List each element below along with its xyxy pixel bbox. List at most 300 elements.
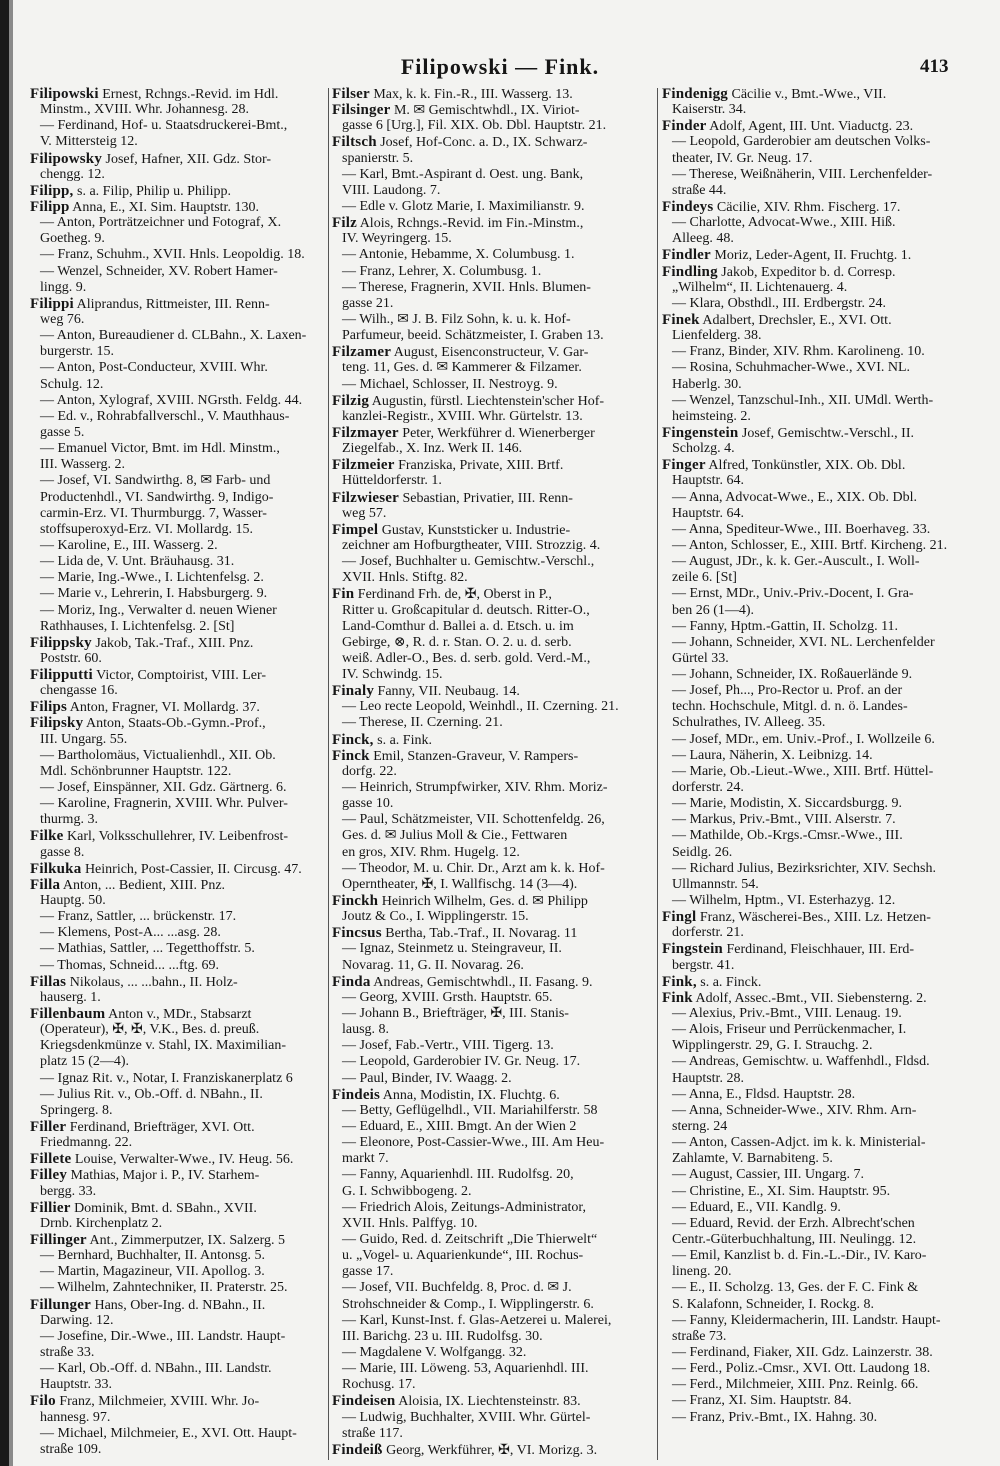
entry-text: August, Eisenconstructeur, V. Gar- — [391, 345, 589, 361]
entry-heading-line — [332, 344, 652, 360]
entry-line: bergstr. 41. — [672, 957, 735, 973]
entry-line: Darwing. 12. — [40, 1312, 114, 1328]
entry-line: kanzlei-Registr., XVIII. Whr. Gürtelstr. 13. — [342, 408, 583, 424]
column-divider — [657, 88, 658, 1460]
entry-line: Productenhdl., VI. Sandwirthg. 9, Indigo- — [40, 489, 274, 505]
entry-line: — Marie, Modistin, X. Siccardsburgg. 9. — [672, 796, 902, 812]
surname: Findling — [662, 263, 718, 280]
entry-line: lingg. 9. — [40, 279, 87, 295]
entry-text: Anton v., MDr., Stabsarzt — [105, 1007, 252, 1023]
entry-text: Ferdinand, Briefträger, XVI. Ott. — [66, 1120, 255, 1135]
entry-line: Seidlg. 26. — [672, 844, 733, 860]
surname: Filke — [30, 828, 64, 845]
entry-line: — Antonie, Hebamme, X. Columbusg. 1. — [342, 247, 575, 263]
entry-heading-line — [30, 183, 326, 199]
entry-text: Mathias, Major i. P., IV. Starhem- — [67, 1168, 260, 1184]
entry-line: straße 117. — [342, 1425, 403, 1441]
entry-heading-line — [30, 828, 326, 844]
entry-line: — Leo recte Leopold, Weinhdl., II. Czerning. 21. — [342, 699, 619, 715]
entry-line: — Karl, Bmt.-Aspirant d. Oest. ung. Bank, — [342, 166, 584, 182]
entry-text: Dominik, Bmt. d. SBahn., XVII. — [70, 1200, 257, 1216]
entry-line: — Josef, Fab.-Vertr., VIII. Tigerg. 13. — [342, 1038, 554, 1054]
entry-heading-line — [332, 457, 652, 473]
entry-line: — Bernhard, Buchhalter, II. Antonsg. 5. — [40, 1248, 265, 1264]
entry-heading-line — [662, 941, 965, 957]
entry-heading-line — [662, 199, 965, 215]
entry-text: Anton, Staats-Ob.-Gymn.-Prof., — [83, 716, 266, 732]
entry-line: theater, IV. Gr. Neug. 17. — [672, 150, 813, 166]
entry-line: S. Kalafonn, Schneider, I. Rockg. 8. — [672, 1296, 875, 1312]
entry-line: — Ferd., Milchmeier, XIII. Pnz. Reinlg. 66. — [672, 1377, 919, 1393]
entry-text: Jakob, Expeditor b. d. Corresp. — [717, 264, 896, 280]
entry-line: — Wenzel, Tanzschul-Inh., XII. UMdl. Werth- — [672, 392, 934, 408]
entry-heading-line — [662, 974, 965, 990]
surname: Filzwieser — [332, 489, 399, 506]
entry-heading-line — [30, 861, 326, 877]
entry-line: G. I. Schwibbogeng. 2. — [342, 1183, 472, 1199]
entry-heading-line — [662, 86, 965, 102]
entry-heading-line — [332, 1087, 652, 1103]
surname: Filkuka — [30, 860, 82, 877]
entry-heading-line — [30, 699, 326, 715]
entry-line: — Mathias, Sattler, ... Tegetthoffstr. 5. — [40, 941, 255, 957]
entry-line: straße 73. — [672, 1328, 727, 1344]
entry-line: Hauptg. 50. — [40, 893, 106, 909]
entry-line: Strohschneider & Comp., I. Wipplingerstr. 6. — [342, 1296, 594, 1312]
entry-line: — Ferdinand, Fiaker, XII. Gdz. Lainzerstr. 38. — [672, 1344, 933, 1360]
entry-line: V. Mittersteig 12. — [40, 134, 138, 150]
entry-text: Georg, Werkführer, ✠, VI. Morizg. 3. — [382, 1442, 598, 1458]
entry-line: — Anton, Bureaudiener d. CLBahn., X. Laxen- — [40, 328, 307, 344]
entry-line: platz 15 (2—4). — [40, 1054, 130, 1070]
entry-heading-line — [662, 118, 965, 134]
entry-line: — Paul, Schätzmeister, VII. Schottenfeldg. 26, — [342, 812, 605, 828]
entry-line: Gürtel 33. — [672, 650, 729, 666]
entry-line: Land-Comthur d. Ballei a. d. Etsch. u. im — [342, 618, 574, 634]
entry-line: Lienfelderg. 38. — [672, 328, 762, 344]
entry-text: s. a. Filip, Philip u. Philipp. — [73, 183, 232, 199]
entry-line: — Josefine, Dir.-Wwe., III. Landstr. Haupt- — [40, 1328, 286, 1344]
entry-line: Operntheater, ✠, I. Wallfischg. 14 (3—4). — [342, 876, 578, 892]
entry-line: — Martin, Magazineur, VII. Apollog. 3. — [40, 1264, 265, 1280]
entry-line: — Anna, Schneider-Wwe., XIV. Rhm. Arn- — [672, 1102, 917, 1118]
surname: Filipp — [30, 198, 70, 215]
entry-line: — Anton, Cassen-Adjct. im k. k. Ministerial- — [672, 1135, 926, 1151]
surname: Fillas — [30, 973, 67, 990]
entry-line: thurmg. 3. — [40, 812, 98, 828]
entry-line: hauserg. 1. — [40, 989, 101, 1005]
entry-line: lausg. 8. — [342, 1022, 390, 1038]
entry-line: hannesg. 97. — [40, 1409, 111, 1425]
entry-text: Adalbert, Drechsler, E., XVI. Ott. — [699, 312, 892, 328]
entry-line: — Karoline, Fragnerin, XVIII. Whr. Pulver- — [40, 796, 288, 812]
entry-line: — Franz, Sattler, ... brückenstr. 17. — [40, 909, 237, 925]
entry-line: gasse 21. — [342, 295, 394, 311]
surname: Fingenstein — [662, 424, 739, 441]
entry-line: — Ignaz Rit. v., Notar, I. Franziskanerplatz 6 — [40, 1070, 293, 1086]
entry-heading-line — [332, 490, 652, 506]
surname: Finder — [662, 118, 707, 135]
entry-line: — Marie v., Lehrerin, I. Habsburgerg. 9. — [40, 586, 268, 602]
entry-text: Jakob, Tak.-Traf., XIII. Pnz. — [91, 635, 254, 651]
entry-line: — Franz, XI. Sim. Hauptstr. 84. — [672, 1393, 852, 1409]
entry-heading-line — [332, 1442, 652, 1458]
entry-heading-line — [662, 990, 965, 1006]
entry-heading-line — [662, 909, 965, 925]
entry-line: — Johann B., Briefträger, ✠, III. Stanis- — [342, 1006, 569, 1022]
entry-text: Moriz, Leder-Agent, II. Fruchtg. 1. — [710, 248, 912, 264]
surname: Filo — [30, 1393, 56, 1410]
surname: Filser — [332, 86, 370, 102]
entry-line: Springerg. 8. — [40, 1102, 113, 1118]
entry-text: Franz, Milchmeier, XVIII. Whr. Jo- — [55, 1394, 260, 1410]
entry-line: „Wilhelm“, II. Lichtenauerg. 4. — [672, 279, 848, 295]
entry-line: III. Wasserg. 2. — [40, 457, 126, 473]
entry-line: — Fanny, Aquarienhdl. III. Rudolfsg. 20, — [342, 1167, 574, 1183]
scan-edge-shadow — [9, 0, 13, 1466]
entry-line: IV. Schwindg. 15. — [342, 667, 443, 683]
entry-line: — Franz, Lehrer, X. Columbusg. 1. — [342, 263, 542, 279]
entry-text: Ferdinand, Fleischhauer, III. Erd- — [722, 942, 915, 958]
entry-line: — Josef, MDr., em. Univ.-Prof., I. Wollzeile 6. — [672, 731, 935, 747]
entry-line: — Therese, Fragnerin, XVII. Hnls. Blumen- — [342, 279, 591, 295]
entry-line: chengg. 12. — [40, 166, 105, 182]
entry-line: — Alois, Friseur und Perrückenmacher, I. — [672, 1022, 907, 1038]
entry-text: Hans, Ober-Ing. d. NBahn., II. — [90, 1297, 266, 1313]
entry-text: Heinrich Wilhelm, Ges. d. ✉ Philipp — [378, 894, 588, 910]
entry-text: Nikolaus, ... ...bahn., II. Holz- — [66, 974, 238, 990]
entry-line: — Anna, Spediteur-Wwe., III. Boerhaveg. 33. — [672, 521, 931, 537]
entry-line: straße 33. — [40, 1344, 95, 1360]
entry-text: Karl, Volksschullehrer, IV. Leibenfrost- — [63, 829, 289, 845]
entry-line: XVII. Hnls. Stiftg. 82. — [342, 570, 468, 586]
entry-line: — Marie, III. Löweng. 53, Aquarienhdl. III. — [342, 1361, 589, 1377]
entry-text: Josef, Hafner, XII. Gdz. Stor- — [102, 151, 272, 167]
entry-line: — Bartholomäus, Victualienhdl., XII. Ob. — [40, 747, 276, 763]
entry-line: — Magdalene V. Wolfgangg. 32. — [342, 1344, 527, 1360]
entry-line: lineng. 20. — [672, 1264, 732, 1280]
entry-heading-line — [30, 974, 326, 990]
entry-line: (Operateur), ✠, ✠, V.K., Bes. d. preuß. — [40, 1022, 260, 1038]
entry-line: straße 109. — [40, 1441, 102, 1457]
entry-heading-line — [662, 457, 965, 473]
directory-column-1 — [30, 86, 326, 1458]
entry-line: gasse 6 [Urg.], Fil. XIX. Ob. Dbl. Hauptstr. 21. — [342, 118, 607, 134]
entry-line: gasse 10. — [342, 796, 394, 812]
entry-text: Franz, Wäscherei-Bes., XIII. Lz. Hetzen- — [696, 910, 931, 926]
column-divider — [328, 88, 329, 1460]
surname: Filips — [30, 699, 68, 716]
surname: Fingl — [662, 909, 697, 926]
entry-line: — Wilhelm, Zahntechniker, II. Praterstr. 25. — [40, 1280, 288, 1296]
entry-line: — Michael, Milchmeier, E., XVI. Ott. Haupt- — [40, 1425, 297, 1441]
surname: Finaly — [332, 683, 375, 700]
surname: Fillenbaum — [30, 1006, 106, 1023]
entry-line: — Friedrich Alois, Zeitungs-Administrator, — [342, 1199, 587, 1215]
entry-line: — Johann, Schneider, IX. Roßauerlände 9. — [672, 667, 913, 683]
entry-heading-line — [30, 1151, 326, 1167]
entry-line: Kriegsdenkmünze v. Stahl, IX. Maximilian- — [40, 1038, 286, 1054]
surname: Filz — [332, 215, 357, 232]
entry-line: — Anton, Porträtzeichner und Fotograf, X. — [40, 215, 282, 231]
entry-text: Adolf, Agent, III. Unt. Viaductg. 23. — [706, 119, 914, 135]
entry-text: M. ✉ Gemischtwhdl., IX. Viriot- — [390, 103, 580, 119]
entry-line: — Theodor, M. u. Chir. Dr., Arzt am k. k. Hof- — [342, 860, 605, 876]
entry-line: Ullmannstr. 54. — [672, 876, 759, 892]
entry-line: — Moriz, Ing., Verwalter d. neuen Wiener — [40, 602, 277, 618]
entry-line: — Edle v. Glotz Marie, I. Maximilianstr. 9. — [342, 198, 585, 214]
surname: Finda — [332, 973, 371, 990]
entry-line: ben 26 (1—4). — [672, 602, 755, 618]
entry-line: — Ludwig, Buchhalter, XVIII. Whr. Gürtel- — [342, 1409, 591, 1425]
entry-text: Max, k. k. Fin.-R., III. Wasserg. 13. — [369, 87, 573, 102]
entry-line: weg 76. — [40, 311, 85, 327]
entry-text: Cäcilie, XIV. Rhm. Fischerg. 17. — [713, 199, 901, 215]
entry-text: Aliprandus, Rittmeister, III. Renn- — [73, 296, 270, 312]
page-title: Filipowski — Fink. — [400, 54, 600, 79]
surname: Fillunger — [30, 1296, 91, 1313]
entry-line: — August, Cassier, III. Ungarg. 7. — [672, 1167, 865, 1183]
surname: Filippsky — [30, 634, 92, 651]
entry-text: Bertha, Tab.-Traf., II. Novarag. 11 — [381, 926, 578, 942]
entry-heading-line — [332, 393, 652, 409]
entry-line: — Laura, Näherin, X. Leibnizg. 14. — [672, 747, 873, 763]
entry-line: carmin-Erz. VI. Thurmburgg. 7, Wasser- — [40, 505, 267, 521]
entry-line: — Anna, E., Fldsd. Hauptstr. 28. — [672, 1086, 856, 1102]
surname: Finckh — [332, 893, 379, 910]
entry-text: Josef, Gemischtw.-Verschl., II. — [738, 425, 914, 441]
surname: Findeiß — [332, 1441, 383, 1458]
entry-line: Joutz & Co., I. Wipplingerstr. 15. — [342, 909, 529, 925]
entry-line: — Franz, Binder, XIV. Rhm. Karolineng. 10. — [672, 344, 925, 360]
entry-line: — Leopold, Garderobier IV. Gr. Neug. 17. — [342, 1054, 581, 1070]
surname: Fin — [332, 586, 355, 603]
entry-heading-line — [662, 264, 965, 280]
entry-text: Heinrich, Post-Cassier, II. Circusg. 47. — [81, 861, 302, 877]
entry-line: — Fanny, Hptm.-Gattin, II. Scholzg. 11. — [672, 618, 899, 634]
entry-line: Wipplingerstr. 29, G. I. Strauchg. 2. — [672, 1038, 873, 1054]
entry-line: — Anton, Schlosser, E., XIII. Brtf. Kircheng. 21. — [672, 537, 948, 553]
entry-line: Hütteldorferstr. 1. — [342, 473, 442, 489]
entry-line: gasse 5. — [40, 424, 85, 440]
entry-line: — Charlotte, Advocat-Wwe., XIII. Hiß. — [672, 215, 896, 231]
entry-text: Louise, Verwalter-Wwe., IV. Heug. 56. — [71, 1152, 294, 1168]
entry-text: Alfred, Tonkünstler, XIX. Ob. Dbl. — [705, 458, 906, 474]
surname: Filzamer — [332, 344, 392, 361]
entry-line: Ges. d. ✉ Julius Moll & Cie., Fettwaren — [342, 828, 568, 844]
surname: Fimpel — [332, 521, 379, 538]
surname: Filzig — [332, 392, 370, 409]
entry-heading-line — [30, 1119, 326, 1135]
entry-line: zeile 6. [St] — [672, 570, 737, 586]
entry-text: s. a. Fink. — [373, 732, 432, 748]
entry-line: spanierstr. 5. — [342, 150, 414, 166]
entry-line: gasse 17. — [342, 1264, 394, 1280]
entry-heading-line — [30, 1167, 326, 1183]
surname: Finck — [332, 747, 370, 764]
entry-text: Ant., Zimmerputzer, IX. Salzerg. 5 — [86, 1232, 286, 1248]
entry-text: Aloisia, IX. Liechtensteinstr. 83. — [395, 1394, 581, 1410]
entry-heading-line — [332, 893, 652, 909]
entry-line: — August, JDr., k. k. Ger.-Auscult., I. Woll- — [672, 554, 920, 570]
entry-line: — Eleonore, Post-Cassier-Wwe., III. Am Heu- — [342, 1135, 605, 1151]
surname: Filtsch — [332, 134, 377, 151]
entry-text: Augustin, fürstl. Liechtenstein'scher Hof- — [369, 393, 605, 409]
surname: Filler — [30, 1119, 67, 1135]
surname: Finck, — [332, 731, 374, 748]
entry-line: markt 7. — [342, 1151, 389, 1167]
entry-line: — Wilhelm, Hptm., VI. Esterhazyg. 12. — [672, 893, 896, 909]
surname: Fillete — [30, 1151, 72, 1168]
entry-line: — Ferd., Poliz.-Cmsr., XVI. Ott. Laudong 18. — [672, 1361, 931, 1377]
entry-heading-line — [332, 1393, 652, 1409]
entry-text: Anton, Fragner, VI. Mollardg. 37. — [67, 700, 260, 716]
entry-text: Ernest, Rchngs.-Revid. im Hdl. — [98, 87, 279, 102]
surname: Findeis — [332, 1086, 381, 1103]
entry-line: Novarag. 11, G. II. Novarag. 26. — [342, 957, 524, 973]
surname: Filipputti — [30, 667, 93, 684]
entry-line: — Eduard, Revid. der Erzh. Albrecht'schen — [672, 1215, 915, 1231]
entry-line: Scholzg. 4. — [672, 441, 735, 457]
entry-heading-line — [332, 748, 652, 764]
entry-line: — Josef, VI. Sandwirthg. 8, ✉ Farb- und — [40, 473, 271, 489]
entry-line: — Karoline, E., III. Wasserg. 2. — [40, 537, 218, 553]
entry-line: Schulrathes, IV. Alleeg. 35. — [672, 715, 826, 731]
entry-line: — Richard Julius, Bezirksrichter, XIV. Sechsh. — [672, 860, 936, 876]
entry-line: — Ed. v., Rohrabfallverschl., V. Mauthhaus- — [40, 408, 290, 424]
entry-line: Hauptstr. 33. — [40, 1377, 112, 1393]
surname: Finek — [662, 311, 700, 328]
scan-edge — [0, 0, 9, 1466]
entry-heading-line — [332, 134, 652, 150]
entry-text: Sebastian, Privatier, III. Renn- — [398, 490, 573, 506]
entry-line: stoffsuperoxyd-Erz. VI. Mollardg. 15. — [40, 521, 253, 537]
entry-line: — Karl, Ob.-Off. d. NBahn., III. Landstr. — [40, 1361, 272, 1377]
directory-column-3 — [662, 86, 965, 1426]
entry-text: Anton, ... Bedient, XIII. Pnz. — [60, 877, 226, 893]
entry-heading-line — [30, 635, 326, 651]
entry-heading-line — [30, 1200, 326, 1216]
entry-line: — Eduard, E., VII. Kandlg. 9. — [672, 1199, 841, 1215]
entry-heading-line — [332, 425, 652, 441]
entry-text: Franziska, Private, XIII. Brtf. — [394, 458, 564, 474]
entry-line: — Josef, Einspänner, XII. Gdz. Gärtnerg. 6. — [40, 780, 287, 796]
entry-line: — Ferdinand, Hof- u. Staatsdruckerei-Bmt., — [40, 118, 288, 134]
surname: Filzmeier — [332, 457, 395, 474]
entry-line: — Marie, Ob.-Lieut.-Wwe., XIII. Brtf. Hüttel- — [672, 763, 934, 779]
entry-line: teng. 11, Ges. d. ✉ Kammerer & Filzamer. — [342, 360, 582, 376]
entry-line: — Franz, Schuhm., XVII. Hnls. Leopoldig. 18. — [40, 247, 305, 263]
directory-column-2 — [332, 86, 652, 1458]
entry-heading-line — [332, 683, 652, 699]
entry-line: Gebirge, ⊗, R. d. r. Stan. O. 2. u. d. serb. — [342, 634, 572, 650]
entry-text: Adolf, Assec.-Bmt., VII. Siebensterng. 2. — [692, 990, 927, 1006]
surname: Filsinger — [332, 102, 391, 119]
entry-text: s. a. Finck. — [696, 974, 762, 990]
entry-line: — E., II. Scholzg. 13, Ges. der F. C. Fink & — [672, 1280, 919, 1296]
entry-line: Rochusg. 17. — [342, 1377, 416, 1393]
entry-line: — Anna, Advocat-Wwe., E., XIX. Ob. Dbl. — [672, 489, 917, 505]
surname: Findler — [662, 247, 711, 264]
surname: Fink — [662, 989, 693, 1006]
surname: Filley — [30, 1167, 68, 1184]
entry-line: — Wilh., ✉ J. B. Filz Sohn, k. u. k. Hof- — [342, 311, 571, 327]
entry-line: Ritter u. Großcapitular d. deutsch. Ritter-O., — [342, 602, 590, 618]
entry-line: — Guido, Red. d. Zeitschrift „Die Thierwelt“ — [342, 1231, 598, 1247]
entry-heading-line — [30, 1393, 326, 1409]
entry-line: — Christine, E., XI. Sim. Hauptstr. 95. — [672, 1183, 891, 1199]
entry-heading-line — [662, 247, 965, 263]
entry-heading-line — [30, 667, 326, 683]
entry-line: Rathhauses, I. Lichtenfelsg. 2. [St] — [40, 618, 235, 634]
surname: Filipsky — [30, 715, 84, 732]
surname: Filipp, — [30, 182, 74, 199]
entry-line: Centr.-Güterbuchhaltung, III. Neulingg. 12. — [672, 1231, 917, 1247]
entry-line: — Josef, Buchhalter u. Gemischtw.-Verschl., — [342, 554, 595, 570]
entry-line: — Heinrich, Strumpfwirker, XIV. Rhm. Moriz- — [342, 780, 608, 796]
entry-heading-line — [332, 86, 652, 102]
entry-heading-line — [332, 215, 652, 231]
surname: Findenigg — [662, 86, 728, 102]
entry-line: Poststr. 60. — [40, 650, 102, 666]
page-number: 413 — [920, 56, 949, 77]
entry-line: — Klemens, Post-A... ...asg. 28. — [40, 925, 221, 941]
surname: Fink, — [662, 973, 697, 990]
entry-line: — Leopold, Garderobier am deutschen Volks- — [672, 134, 931, 150]
entry-line: III. Barichg. 23 u. III. Rudolfsg. 30. — [342, 1328, 543, 1344]
entry-line: Hauptstr. 28. — [672, 1070, 744, 1086]
surname: Fillinger — [30, 1231, 87, 1248]
entry-line: techn. Hochschule, Mitgl. d. n. ö. Landes- — [672, 699, 908, 715]
entry-heading-line — [332, 102, 652, 118]
entry-line: weiß. Adler-O., Bes. d. serb. gold. Verd.-M., — [342, 650, 591, 666]
entry-heading-line — [332, 732, 652, 748]
entry-text: Andreas, Gemischtwhdl., II. Fasang. 9. — [370, 974, 593, 990]
entry-line: Haberlg. 30. — [672, 376, 742, 392]
entry-line: — Johann, Schneider, XVI. NL. Lerchenfelder — [672, 634, 935, 650]
entry-heading-line — [30, 199, 326, 215]
entry-line: Mdl. Schönbrunner Hauptstr. 122. — [40, 763, 232, 779]
entry-heading-line — [30, 1297, 326, 1313]
entry-line: — Wenzel, Schneider, XV. Robert Hamer- — [40, 263, 278, 279]
entry-line: — Ernst, MDr., Univ.-Priv.-Docent, I. Gra- — [672, 586, 914, 602]
entry-text: Peter, Werkführer d. Wienerberger — [398, 425, 595, 441]
entry-line: — Emil, Kanzlist b. d. Fin.-L.-Dir., IV. Karo- — [672, 1248, 927, 1264]
entry-line: Parfumeur, beeid. Schätzmeister, I. Graben 13. — [342, 328, 604, 344]
entry-line: Zahlamte, V. Barnabiteng. 5. — [672, 1151, 833, 1167]
surname: Filzmayer — [332, 424, 399, 441]
entry-text: Cäcilie v., Bmt.-Wwe., VII. — [727, 87, 887, 102]
surname: Fillier — [30, 1199, 71, 1216]
entry-line: — Thomas, Schneid... ...ftg. 69. — [40, 957, 220, 973]
entry-heading-line — [30, 151, 326, 167]
entry-line: — Andreas, Gemischtw. u. Waffenhdl., Fldsd. — [672, 1054, 930, 1070]
entry-heading-line — [332, 522, 652, 538]
surname: Fingstein — [662, 941, 723, 958]
entry-heading-line — [662, 312, 965, 328]
entry-text: Ferdinand Frh. de, ✠, Oberst in P., — [354, 587, 552, 603]
entry-line: — Michael, Schlosser, II. Nestroyg. 9. — [342, 376, 558, 392]
entry-line: — Betty, Geflügelhdl., VII. Mariahilferstr. 58 — [342, 1102, 598, 1118]
surname: Filla — [30, 876, 61, 893]
entry-text: Josef, Hof-Conc. a. D., IX. Schwarz- — [376, 135, 588, 151]
entry-line: en gros, XIV. Rhm. Hugelg. 12. — [342, 844, 520, 860]
entry-text: Alois, Rchngs.-Revid. im Fin.-Minstm., — [356, 216, 584, 232]
surname: Findeisen — [332, 1393, 396, 1410]
entry-line: Minstm., XVIII. Whr. Johannesg. 28. — [40, 102, 249, 118]
entry-heading-line — [662, 425, 965, 441]
entry-line: — Anton, Post-Conducteur, XVIII. Whr. — [40, 360, 268, 376]
